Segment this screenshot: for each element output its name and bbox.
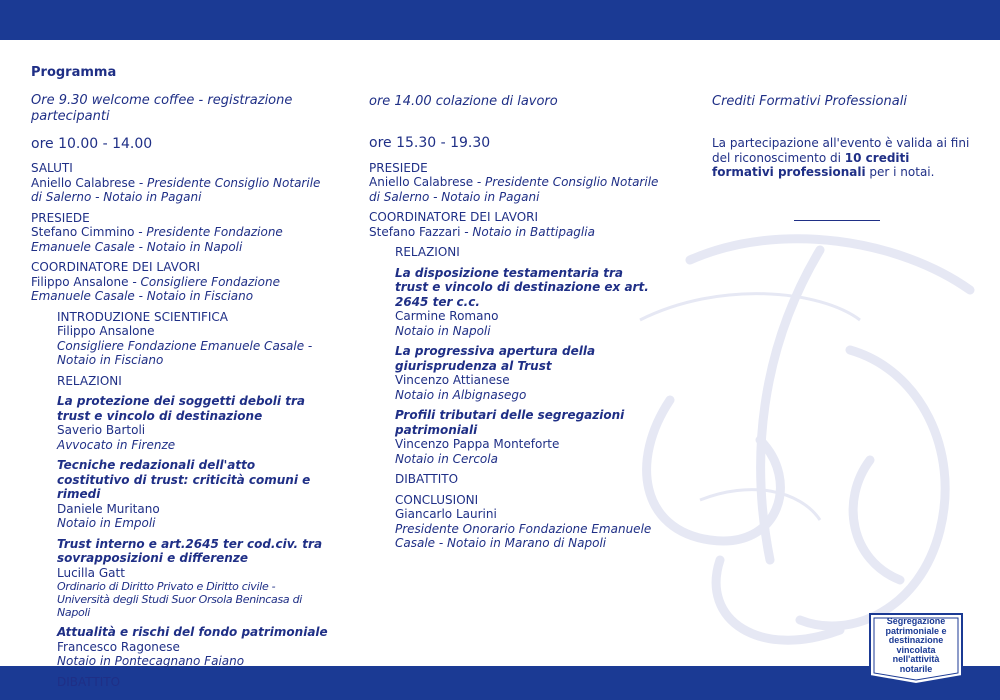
talk-title: La disposizione testamentaria tra trust e vincolo di destinazione ex art. 2645 ter c.c.	[395, 265, 649, 309]
talk-title: Tecniche redazionali dell'atto costitutivo di trust: criticità comuni e rimedi	[57, 458, 311, 501]
saluti-role: - Presidente Consiglio Notarile di Salerno - Notaio in Pagani	[31, 175, 321, 204]
presiede-role: - Presidente Fondazione Emanuele Casale - Notaio in Napoli	[31, 225, 283, 254]
crediti-text-after: per i notai.	[865, 165, 935, 179]
introduzione-header: INTRODUZIONE SCIENTIFICA	[57, 309, 229, 324]
presiede-entry	[369, 175, 659, 204]
presiede-role: - Presidente Consiglio Notarile di Salerno - Notaio in Pagani	[369, 175, 659, 204]
talk-speaker: Vincenzo Attianese	[395, 373, 510, 387]
relazioni-header: RELAZIONI	[57, 373, 122, 388]
talk-item	[395, 266, 659, 339]
talk-title: La progressiva apertura della giurisprudenza al Trust	[395, 344, 596, 373]
afternoon-session-time: ore 15.30 - 19.30	[369, 135, 491, 151]
conclusioni-header: CONCLUSIONI	[395, 492, 479, 507]
coordinatore-role: - Notaio in Battipaglia	[460, 224, 595, 239]
coordinatore-name: Filippo Ansalone	[31, 274, 129, 289]
coordinatore-entry	[31, 275, 331, 304]
morning-session-time: ore 10.00 - 14.00	[31, 135, 153, 152]
presiede-block	[369, 161, 659, 205]
talk-role: Notaio in Pontecagnano Faiano	[57, 654, 245, 668]
talk-speaker: Carmine Romano	[395, 309, 499, 323]
presiede-header: PRESIEDE	[31, 210, 90, 225]
crediti-text	[712, 136, 974, 180]
presiede-name: Aniello Calabrese	[369, 175, 474, 189]
presiede-entry	[31, 225, 331, 254]
talk-item	[395, 408, 659, 466]
divider-line	[794, 220, 880, 221]
crediti-title: Crediti Formativi Professionali	[712, 94, 907, 109]
presiede-name: Stefano Cimmino	[31, 225, 135, 239]
talk-item	[57, 458, 331, 531]
talk-item	[57, 537, 331, 620]
talk-title: Trust interno e art.2645 ter cod.civ. tra sovrapposizioni e differenze	[57, 536, 323, 565]
column-crediti	[712, 94, 974, 221]
conclusioni-block	[395, 493, 659, 551]
talk-speaker: Francesco Ragonese	[57, 639, 180, 654]
lunch-label: ore 14.00 colazione di lavoro	[369, 94, 558, 109]
column-programma	[31, 66, 331, 689]
crediti-text-before: La partecipazione all'evento è valida ai fini del riconoscimento di	[712, 136, 970, 165]
conclusioni-role: Presidente Onorario Fondazione Emanuele Casale - Notaio in Marano di Napoli	[395, 521, 652, 550]
talk-item	[57, 394, 331, 452]
coordinatore-name: Stefano Fazzari	[369, 224, 461, 239]
saluti-entry	[31, 176, 331, 205]
welcome-coffee: Ore 9.30 welcome coffee - registrazione partecipanti	[31, 92, 293, 124]
top-band	[0, 0, 1000, 40]
talk-title: Attualità e rischi del fondo patrimoniale	[57, 625, 328, 639]
programma-title: Programma	[31, 65, 117, 80]
saluti-block	[31, 161, 331, 205]
talk-speaker: Daniele Muritano	[57, 501, 160, 516]
talk-role: Notaio in Empoli	[57, 516, 156, 530]
column-afternoon	[369, 94, 659, 551]
dibattito-label: DIBATTITO	[57, 674, 121, 689]
crediti-text-bold: 10 crediti formativi professionali	[712, 150, 910, 179]
coordinatore-block	[31, 260, 331, 304]
talk-speaker: Saverio Bartoli	[57, 423, 146, 437]
talk-title: La protezione dei soggetti deboli tra trust e vincolo di destinazione	[57, 394, 305, 423]
talk-speaker: Vincenzo Pappa Monteforte	[395, 437, 560, 451]
talk-item	[395, 344, 659, 402]
coordinatore-entry	[369, 225, 659, 240]
badge-text: Segregazione patrimoniale e destinazione vincolata nell'attività notarile	[885, 616, 947, 674]
presiede-header: PRESIEDE	[369, 160, 428, 175]
talk-title: Profili tributari delle segregazioni patrimoniali	[395, 408, 625, 437]
talk-role: Notaio in Napoli	[395, 323, 491, 338]
talk-role: Avvocato in Firenze	[57, 437, 176, 452]
introduzione-role: Consigliere Fondazione Emanuele Casale - Notaio in Fisciano	[57, 338, 313, 367]
talk-speaker: Lucilla Gatt	[57, 565, 125, 580]
conclusioni-name: Giancarlo Laurini	[395, 507, 497, 521]
saluti-header: SALUTI	[31, 161, 73, 175]
presiede-block	[31, 211, 331, 255]
introduzione-block	[57, 310, 331, 368]
talk-item	[57, 625, 331, 669]
saluti-name: Aniello Calabrese	[31, 175, 136, 190]
coordinatore-block	[369, 210, 659, 239]
coordinatore-role: - Consigliere Fondazione Emanuele Casale - Notaio in Fisciano	[31, 274, 280, 303]
talk-role: Ordinario di Diritto Privato e Diritto civile - Università degli Studi Suor Orsola Benincasa di Napoli	[57, 580, 303, 619]
talk-role: Notaio in Albignasego	[395, 387, 527, 402]
coordinatore-header: COORDINATORE DEI LAVORI	[31, 260, 201, 274]
talk-role: Notaio in Cercola	[395, 451, 498, 466]
relazioni-header: RELAZIONI	[395, 245, 460, 259]
dibattito-label: DIBATTITO	[395, 472, 459, 486]
coordinatore-header: COORDINATORE DEI LAVORI	[369, 210, 539, 224]
introduzione-name: Filippo Ansalone	[57, 324, 155, 338]
